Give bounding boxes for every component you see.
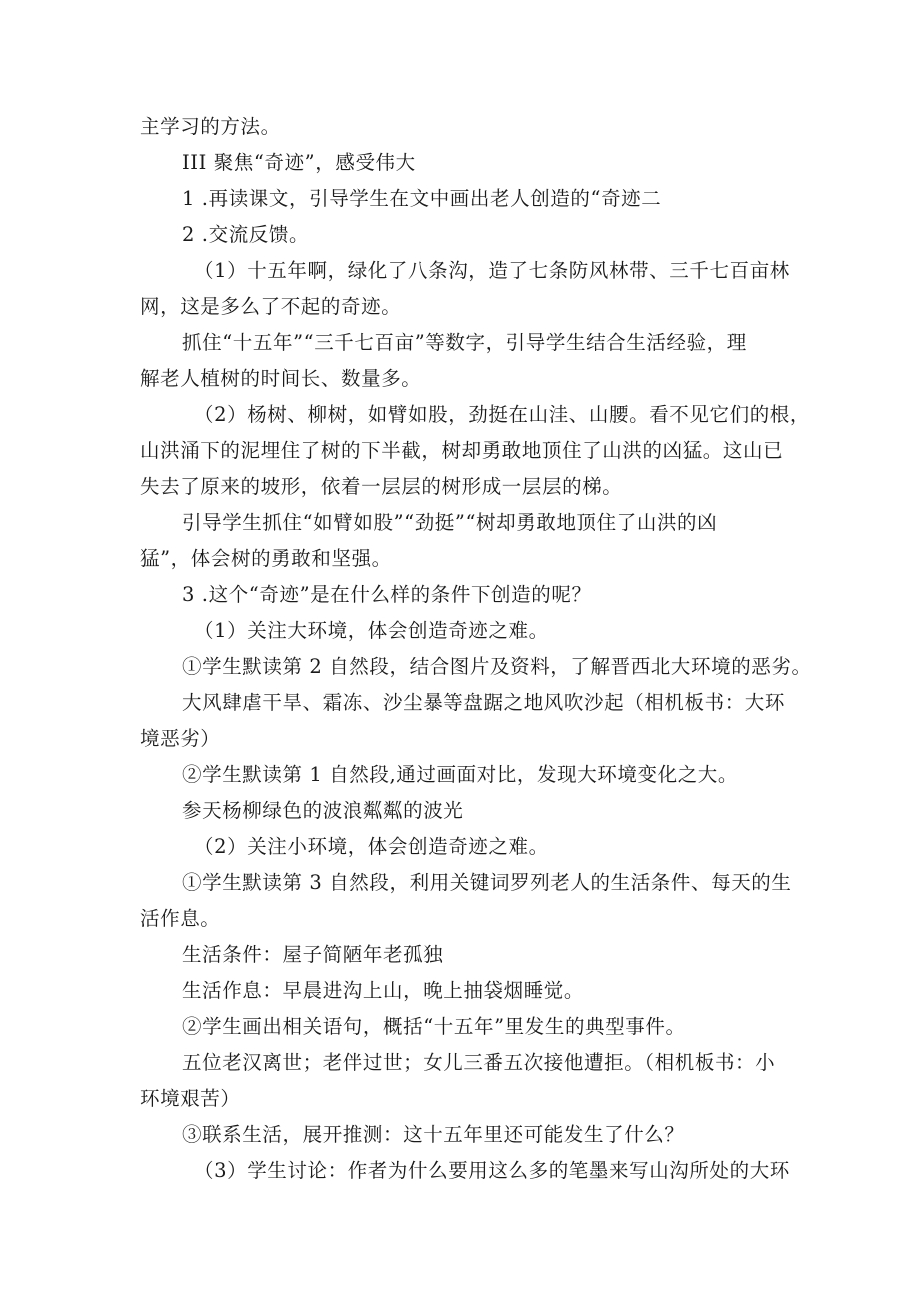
paragraph-line: 五位老汉离世；老伴过世；女儿三番五次接他遭拒。（相机板书：小	[182, 1051, 776, 1074]
paragraph-line: 主学习的方法。	[140, 115, 281, 138]
paragraph-line: （3）学生讨论：作者为什么要用这么多的笔墨来写山沟所处的大环	[194, 1159, 790, 1182]
paragraph-line: 失去了原来的坡形，依着一层层的树形成一层层的梯。	[140, 475, 623, 498]
paragraph-line: 网，这是多么了不起的奇迹。	[140, 295, 402, 318]
paragraph-line: 活作息。	[140, 907, 221, 930]
paragraph-line: ①学生默读第 3 自然段，利用关键词罗列老人的生活条件、每天的生	[182, 871, 792, 894]
paragraph-line: （2）关注小环境，体会创造奇迹之难。	[194, 835, 549, 858]
paragraph-line: ①学生默读第 2 自然段，结合图片及资料，了解晋西北大环境的恶劣。	[182, 655, 812, 678]
paragraph-line: ②学生默读第 1 自然段,通过画面对比，发现大环境变化之大。	[182, 763, 739, 786]
paragraph-line: 解老人植树的时间长、数量多。	[140, 367, 422, 390]
paragraph-line: ②学生画出相关语句，概括“十五年”里发生的典型事件。	[182, 1015, 686, 1038]
paragraph-line: 参天杨柳绿色的波浪粼粼的波光	[182, 799, 464, 822]
paragraph-line: 生活条件：屋子简陋年老孤独	[182, 943, 444, 966]
paragraph-line: 山洪涌下的泥埋住了树的下半截，树却勇敢地顶住了山洪的凶猛。这山已	[140, 439, 784, 462]
paragraph-line: ③联系生活，展开推测：这十五年里还可能发生了什么？	[182, 1123, 685, 1146]
paragraph-line: 2 .交流反馈。	[182, 223, 310, 246]
paragraph-line: 3 .这个“奇迹”是在什么样的条件下创造的呢？	[182, 583, 592, 606]
paragraph-line: 引导学生抓住“如臂如股”“劲挺”“树却勇敢地顶住了山洪的凶	[182, 511, 718, 534]
paragraph-line: 境恶劣）	[140, 727, 221, 750]
paragraph-line: （1）十五年啊，绿化了八条沟，造了七条防风林带、三千七百亩林	[194, 259, 790, 282]
paragraph-line: （1）关注大环境，体会创造奇迹之难。	[194, 619, 549, 642]
paragraph-line: 1 .再读课文，引导学生在文中画出老人创造的“奇迹二	[182, 187, 662, 210]
paragraph-line: 环境艰苦）	[140, 1087, 241, 1110]
paragraph-line: （2）杨树、柳树，如臂如股，劲挺在山洼、山腰。看不见它们的根，	[194, 403, 811, 426]
paragraph-line: 抓住“十五年”“三千七百亩”等数字，引导学生结合生活经验，理	[182, 331, 747, 354]
section-heading: III 聚焦“奇迹”，感受伟大	[182, 151, 416, 174]
paragraph-line: 猛”，体会树的勇敢和坚强。	[140, 547, 392, 570]
paragraph-line: 生活作息：早晨进沟上山，晚上抽袋烟睡觉。	[182, 979, 585, 1002]
paragraph-line: 大风肆虐干旱、霜冻、沙尘暴等盘踞之地风吹沙起（相机板书：大环	[182, 691, 786, 714]
